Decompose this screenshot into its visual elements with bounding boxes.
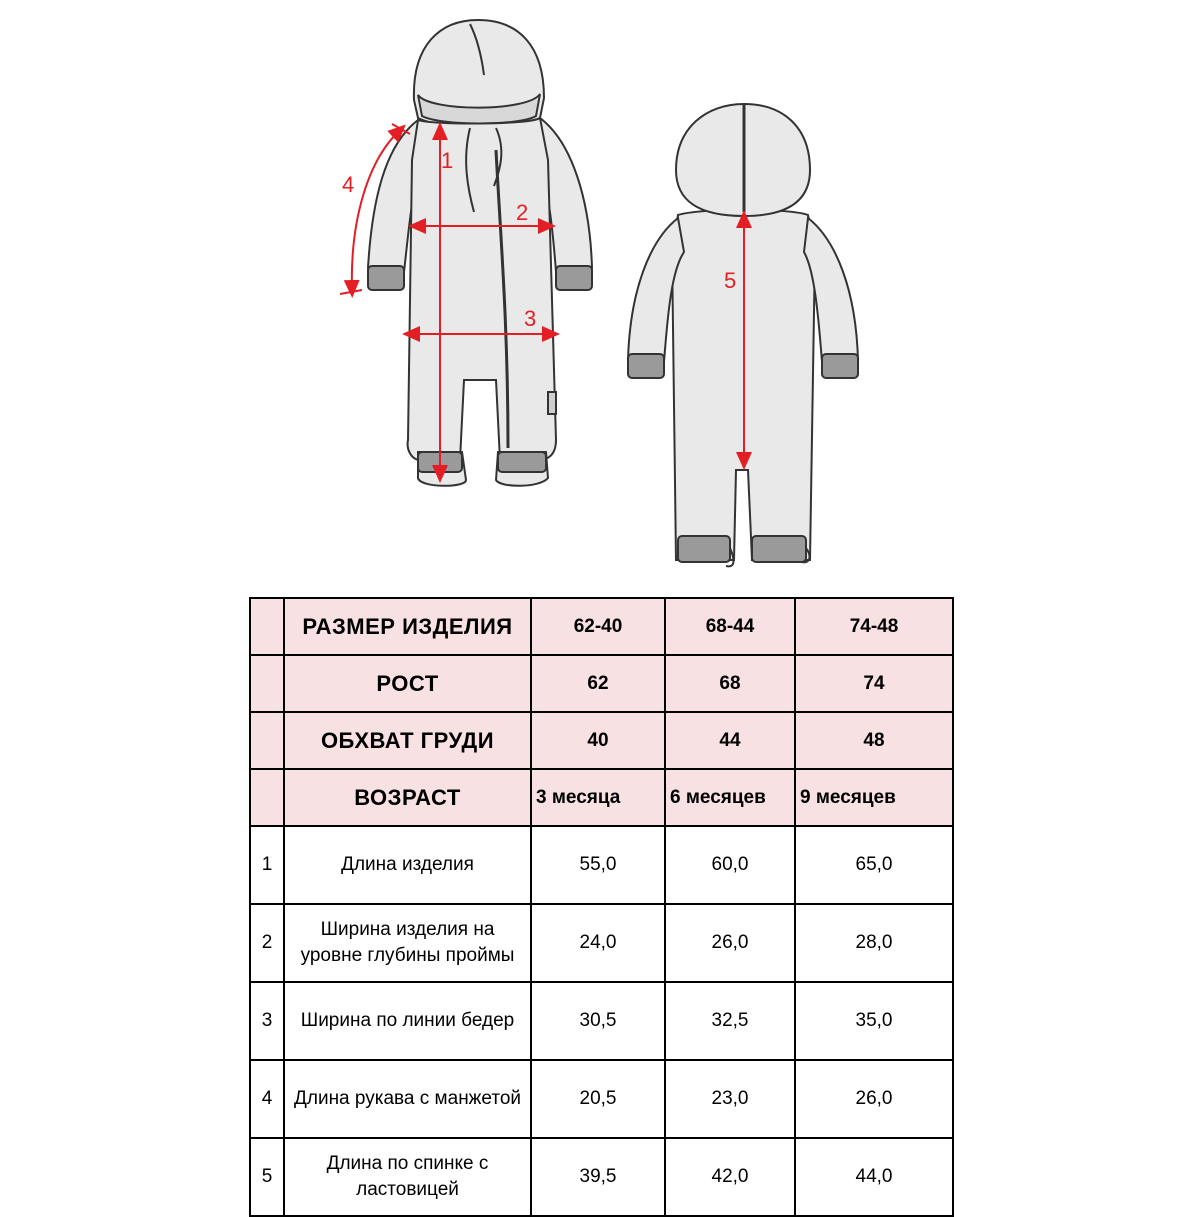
row-number: 5	[250, 1138, 284, 1216]
value-cell: 48	[795, 712, 953, 769]
value-cell: 32,5	[665, 982, 795, 1060]
value-cell: 44,0	[795, 1138, 953, 1216]
blank-cell	[250, 598, 284, 655]
value-cell: 30,5	[531, 982, 665, 1060]
front-view-drawing	[368, 20, 592, 486]
value-cell: 20,5	[531, 1060, 665, 1138]
value-cell: 68-44	[665, 598, 795, 655]
measure-row	[250, 904, 953, 982]
value-cell: 28,0	[795, 904, 953, 982]
value-cell: 40	[531, 712, 665, 769]
measure-label-5: 5	[724, 268, 737, 293]
value-cell: 3 месяца	[531, 769, 665, 826]
blank-cell	[250, 655, 284, 712]
value-cell: 24,0	[531, 904, 665, 982]
row-header: ОБХВАТ ГРУДИ	[284, 712, 531, 769]
measure-name: Длина рукава с манжетой	[284, 1060, 531, 1138]
value-cell: 26,0	[795, 1060, 953, 1138]
measure-name: Длина по спинке с ластовицей	[284, 1138, 531, 1216]
measure-name: Ширина по линии бедер	[284, 982, 531, 1060]
value-cell: 42,0	[665, 1138, 795, 1216]
height-row	[250, 655, 953, 712]
measure-name: Ширина изделия на уровне глубины проймы	[284, 904, 531, 982]
value-cell: 62	[531, 655, 665, 712]
measure-row	[250, 982, 953, 1060]
measure-row	[250, 1138, 953, 1216]
value-cell: 55,0	[531, 826, 665, 904]
measure-label-1: 1	[441, 148, 454, 173]
row-header: РОСТ	[284, 655, 531, 712]
size-row	[250, 598, 953, 655]
measure-name: Длина изделия	[284, 826, 531, 904]
value-cell: 39,5	[531, 1138, 665, 1216]
value-cell: 62-40	[531, 598, 665, 655]
value-cell: 35,0	[795, 982, 953, 1060]
value-cell: 23,0	[665, 1060, 795, 1138]
measure-label-4: 4	[342, 172, 355, 197]
garment-illustration	[0, 0, 1200, 580]
size-chart-table	[249, 597, 954, 1217]
value-cell: 26,0	[665, 904, 795, 982]
value-cell: 60,0	[665, 826, 795, 904]
measure-label-2: 2	[516, 200, 529, 225]
blank-cell	[250, 769, 284, 826]
value-cell: 65,0	[795, 826, 953, 904]
value-cell: 44	[665, 712, 795, 769]
row-number: 3	[250, 982, 284, 1060]
measure-label-3: 3	[524, 306, 537, 331]
row-number: 2	[250, 904, 284, 982]
blank-cell	[250, 712, 284, 769]
row-header: РАЗМЕР ИЗДЕЛИЯ	[284, 598, 531, 655]
value-cell: 68	[665, 655, 795, 712]
measure-row	[250, 826, 953, 904]
value-cell: 9 месяцев	[795, 769, 953, 826]
row-number: 1	[250, 826, 284, 904]
value-cell: 74-48	[795, 598, 953, 655]
value-cell: 6 месяцев	[665, 769, 795, 826]
measure-row	[250, 1060, 953, 1138]
chest-row	[250, 712, 953, 769]
value-cell: 74	[795, 655, 953, 712]
age-row	[250, 769, 953, 826]
row-number: 4	[250, 1060, 284, 1138]
row-header: ВОЗРАСТ	[284, 769, 531, 826]
